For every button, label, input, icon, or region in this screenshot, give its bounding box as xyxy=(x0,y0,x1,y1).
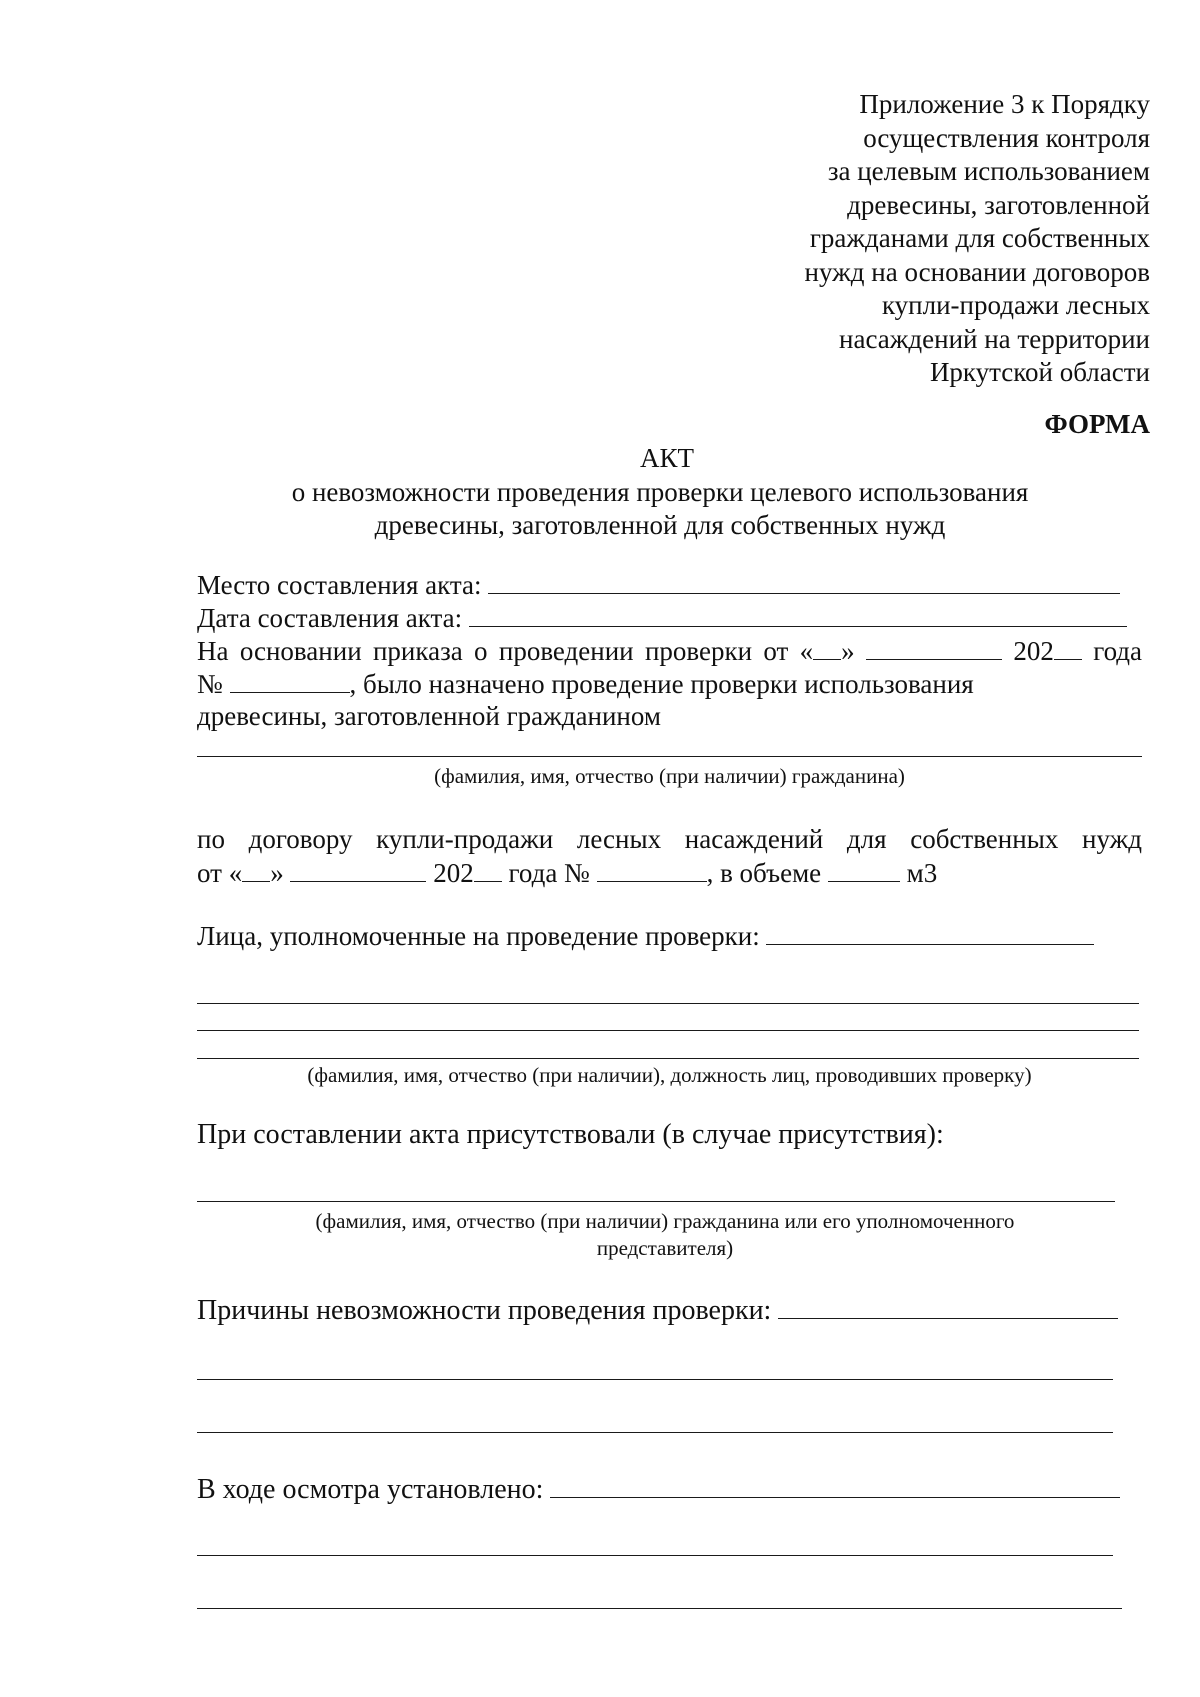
contract-number-label: года № xyxy=(508,858,590,888)
appendix-line: за целевым использованием xyxy=(827,156,1150,186)
findings-line[interactable] xyxy=(197,1608,1122,1609)
form-label: ФОРМА xyxy=(1044,409,1150,439)
appendix-line: нужд на основании договоров xyxy=(804,256,1150,287)
subtitle-line: древесины, заготовленной для собственных нужд xyxy=(374,510,946,540)
appendix-line: гражданами для собственных xyxy=(809,223,1150,253)
inspectors-row xyxy=(197,919,1094,953)
contract-unit: м3 xyxy=(906,858,938,888)
present-label: При составлении акта присутствовали (в случае присутствия): xyxy=(197,1119,944,1150)
order-prefix: На основании приказа о проведении проверки от « xyxy=(197,636,814,666)
contract-number-field[interactable] xyxy=(597,856,707,882)
contract-from: от « xyxy=(197,858,243,888)
citizen-name-field[interactable] xyxy=(197,756,1142,757)
contract-year-field[interactable] xyxy=(474,856,502,882)
place-label: Место составления акта: xyxy=(197,570,482,600)
present-field[interactable] xyxy=(197,1201,1115,1202)
appendix-line: древесины, заготовленной xyxy=(847,189,1150,220)
contract-day-field[interactable] xyxy=(242,856,270,882)
inspectors-line[interactable] xyxy=(197,1030,1139,1031)
reasons-line[interactable] xyxy=(197,1432,1113,1433)
present-caption: (фамилия, имя, отчество (при наличии) гражданина или его уполномоченного представителя) xyxy=(315,1209,1015,1260)
contract-year-label: 202 xyxy=(433,858,474,888)
date-row xyxy=(197,601,1127,635)
contract-month-field[interactable] xyxy=(290,856,426,882)
contract-volume-label: , в объеме xyxy=(706,858,822,888)
subtitle-line: о невозможности проведения проверки целевого использования xyxy=(291,477,1029,507)
order-year-suffix: года xyxy=(1093,636,1143,666)
appendix-note xyxy=(805,88,1150,390)
findings-line[interactable] xyxy=(197,1555,1113,1556)
order-number-row xyxy=(197,667,974,701)
appendix-line: осуществления контроля xyxy=(863,122,1150,153)
order-year-label: 202 xyxy=(1013,636,1054,666)
inspectors-field[interactable] xyxy=(766,919,1094,945)
order-day-field[interactable] xyxy=(813,634,841,660)
inspectors-line[interactable] xyxy=(197,1003,1139,1004)
document-subtitle xyxy=(200,476,1120,542)
order-number-field[interactable] xyxy=(230,667,350,693)
appendix-line: насаждений на территории xyxy=(839,323,1150,354)
contract-details-row xyxy=(197,856,937,890)
inspectors-line[interactable] xyxy=(197,1058,1139,1059)
place-row xyxy=(197,568,1120,602)
citizen-caption: (фамилия, имя, отчество (при наличии) гражданина) xyxy=(434,764,905,788)
order-number-sign: № xyxy=(197,669,223,699)
inspectors-caption: (фамилия, имя, отчество (при наличии), должность лиц, проводивших проверку) xyxy=(307,1063,1032,1087)
place-field[interactable] xyxy=(488,568,1120,594)
appendix-line: Приложение 3 к Порядку xyxy=(859,89,1150,119)
appendix-line: Иркутской области xyxy=(929,357,1150,387)
findings-row xyxy=(197,1472,1120,1506)
contract-volume-field[interactable] xyxy=(828,856,900,882)
contract-row: по договору купли-продажи лесных насаждений для собственных нужд xyxy=(197,824,1142,854)
inspectors-label: Лица, уполномоченные на проведение проверки: xyxy=(197,921,760,951)
findings-label: В ходе осмотра установлено: xyxy=(197,1474,544,1505)
date-field[interactable] xyxy=(469,601,1127,627)
order-row xyxy=(197,634,1142,668)
document-title: АКТ xyxy=(640,443,694,473)
reasons-label: Причины невозможности проведения проверки: xyxy=(197,1295,772,1326)
appendix-line: купли-продажи лесных xyxy=(881,290,1150,320)
order-assigned-text: , было назначено проведение проверки использования xyxy=(349,669,974,699)
contract-quote-close: » xyxy=(270,858,284,888)
wood-row: древесины, заготовленной гражданином xyxy=(197,701,661,731)
order-month-field[interactable] xyxy=(866,634,1002,660)
order-quote-close: » xyxy=(841,636,855,666)
date-label: Дата составления акта: xyxy=(197,603,463,633)
reasons-field[interactable] xyxy=(778,1293,1118,1319)
reasons-line[interactable] xyxy=(197,1379,1113,1380)
reasons-row xyxy=(197,1293,1118,1327)
findings-field[interactable] xyxy=(550,1472,1120,1498)
order-year-field[interactable] xyxy=(1054,634,1082,660)
